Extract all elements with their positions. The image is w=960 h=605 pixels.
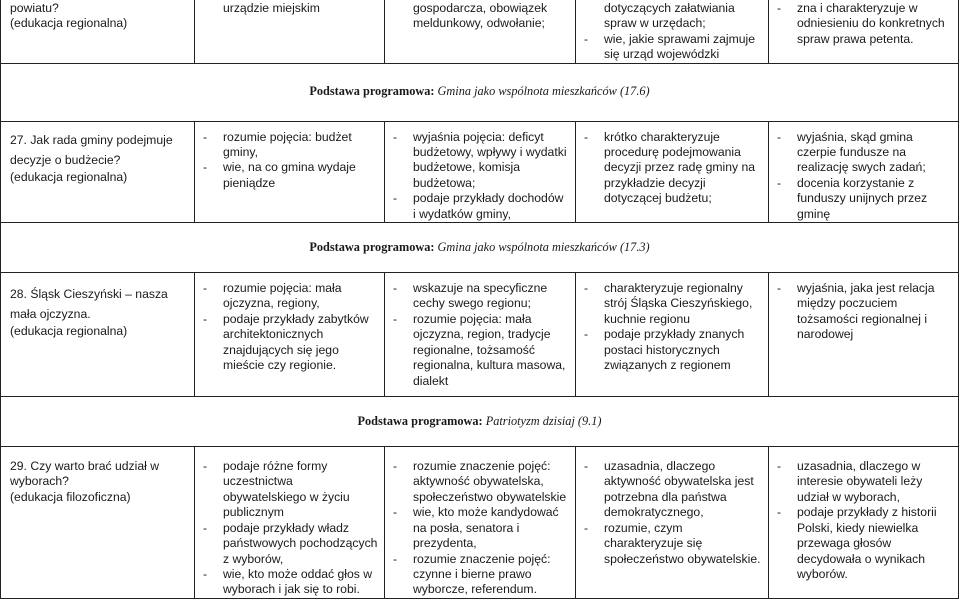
list-item: - rozumie znaczenie pojęć: aktywność obywatelska, społeczeństwo obywatelskie	[393, 459, 567, 504]
cell-advanced-requirements	[769, 121, 959, 222]
cell-basic-requirements	[195, 121, 385, 222]
program-basis-label: Podstawa programowa:	[309, 84, 435, 99]
cell-basic-requirements	[195, 273, 385, 397]
lesson-title: 28. Śląsk Cieszyński – nasza mała ojczyzna.	[10, 287, 168, 322]
list-item: - uzasadnia, dlaczego aktywność obywatelska jest potrzebna dla państwa demokratycznego,	[584, 459, 754, 520]
lesson-subject: (edukacja regionalna)	[10, 169, 128, 184]
program-basis-label: Podstawa programowa:	[357, 413, 483, 428]
list-item: - wie, jakie sprawami zajmuje się urząd wojewódzki	[584, 31, 756, 62]
list-item: - docenia korzystanie z funduszy unijnych przez gminę	[777, 175, 928, 221]
program-basis-row	[1, 223, 959, 273]
cell-advanced-requirements	[769, 273, 959, 397]
cell-advanced-requirements	[769, 0, 959, 63]
list-item: - uzasadnia, dlaczego w interesie obywateli leży udział w wyborach,	[777, 459, 923, 504]
table-row-top	[1, 0, 959, 63]
cell-text: gospodarcza, obowiązek	[413, 1, 548, 15]
list-item: - wyjaśnia pojęcia: deficyt budżetowy, wpływy i wydatki budżetowe, komisja budżetowa;	[393, 129, 567, 190]
program-basis-row	[1, 63, 959, 121]
list-item: - rozumie znaczenie pojęć: czynne i bierne prawo wyborcze, referendum.	[393, 551, 551, 597]
cell-lesson-title	[1, 273, 195, 397]
list-item: - podaje przykłady władz państwowych pochodzących z wyborów,	[203, 520, 378, 566]
cell-basic-requirements	[195, 0, 385, 63]
cell-text: urządzie miejskim	[223, 1, 320, 15]
lesson-title: 29. Czy warto brać udział w wyborach?	[10, 459, 160, 489]
list-item: - charakteryzuje regionalny strój Śląska Cieszyńskiego, kuchnie regionu	[584, 281, 753, 326]
list-item: - krótko charakteryzuje procedurę podejmowania decyzji przez radę gminy na przykładzie decyzji dotyczącej budżetu;	[584, 129, 756, 206]
cell-extended-requirements	[385, 273, 576, 397]
lesson-subject: (edukacja filozoficzna)	[10, 489, 131, 504]
list-item: - wie, na co gmina wydaje pieniądze	[203, 160, 356, 190]
cell-extended-requirements	[385, 447, 576, 599]
list-item: - wskazuje na specyficzne cechy swego regionu;	[393, 281, 548, 311]
program-basis-row	[1, 397, 959, 447]
list-item: - podaje przykłady zabytków architektonicznych znajdujących się jego mieście czy regionie.	[203, 311, 369, 373]
list-item: - wyjaśnia, jaka jest relacja między poczuciem tożsamości regionalnej i narodowej	[777, 281, 935, 342]
cell-text: spraw w urzędach;	[604, 16, 706, 31]
list-item: - rozumie pojęcia: mała ojczyzna, region, tradycje regionalne, tożsamość regionalna, kultura masowa, dialekt	[393, 311, 566, 388]
lesson-subject: (edukacja regionalna)	[10, 324, 128, 339]
cell-lesson-title	[1, 447, 195, 599]
cell-basic-requirements	[195, 447, 385, 599]
list-item: - wie, kto może kandydować na posła, senatora i prezydenta,	[393, 505, 559, 551]
cell-extended-requirements	[385, 121, 576, 222]
table-row-27	[1, 121, 959, 222]
lesson-title: 27. Jak rada gminy podejmuje decyzje o budżecie?	[10, 132, 173, 167]
lesson-title: powiatu?	[10, 1, 59, 15]
list-item: - podaje różne formy uczestnictwa obywatelskiego w życiu publicznym	[203, 459, 350, 520]
list-item: - rozumie pojęcia: budżet gminy,	[203, 129, 352, 160]
list-item: - podaje przykłady dochodów i wydatków gminy,	[393, 191, 564, 221]
list-item: - rozumie pojęcia: mała ojczyzna, regiony,	[203, 281, 342, 311]
table-row-28	[1, 273, 959, 397]
list-item: - zna i charakteryzuje w odniesieniu do konkretnych spraw prawa petenta.	[777, 1, 945, 46]
cell-lesson-title	[1, 0, 195, 63]
cell-text: meldunkowy, odwołanie;	[413, 16, 545, 31]
program-basis-label: Podstawa programowa:	[309, 239, 435, 254]
cell-extended-requirements	[385, 0, 576, 63]
list-item: - wie, kto może oddać głos w wyborach i jak się to robi.	[203, 566, 373, 597]
cell-advanced-requirements	[769, 447, 959, 599]
table-row-29	[1, 447, 959, 599]
cell-supplementary-requirements	[576, 273, 769, 397]
cell-lesson-title	[1, 121, 195, 222]
lesson-subject: (edukacja regionalna)	[10, 16, 128, 31]
program-basis-value: Patriotyzm dzisiaj (9.1)	[485, 413, 602, 428]
list-item: - wyjaśnia, skąd gmina czerpie fundusze na realizację swych zadań;	[777, 129, 926, 175]
program-basis-value: Gmina jako wspólnota mieszkańców (17.3)	[437, 239, 650, 254]
list-item: - podaje przykłady z historii Polski, kiedy niewielka przewaga głosów decydowała o wynikach wyborów.	[777, 505, 937, 581]
program-basis-value: Gmina jako wspólnota mieszkańców (17.6)	[437, 84, 650, 99]
cell-text: dotyczących załatwiania	[604, 1, 735, 15]
list-item: - rozumie, czym charakteryzuje się społeczeństwo obywatelskie.	[584, 520, 761, 566]
cell-supplementary-requirements	[576, 447, 769, 599]
cell-supplementary-requirements	[576, 121, 769, 222]
cell-supplementary-requirements	[576, 0, 769, 63]
list-item: - podaje przykłady znanych postaci historycznych związanych z regionem	[584, 327, 745, 373]
